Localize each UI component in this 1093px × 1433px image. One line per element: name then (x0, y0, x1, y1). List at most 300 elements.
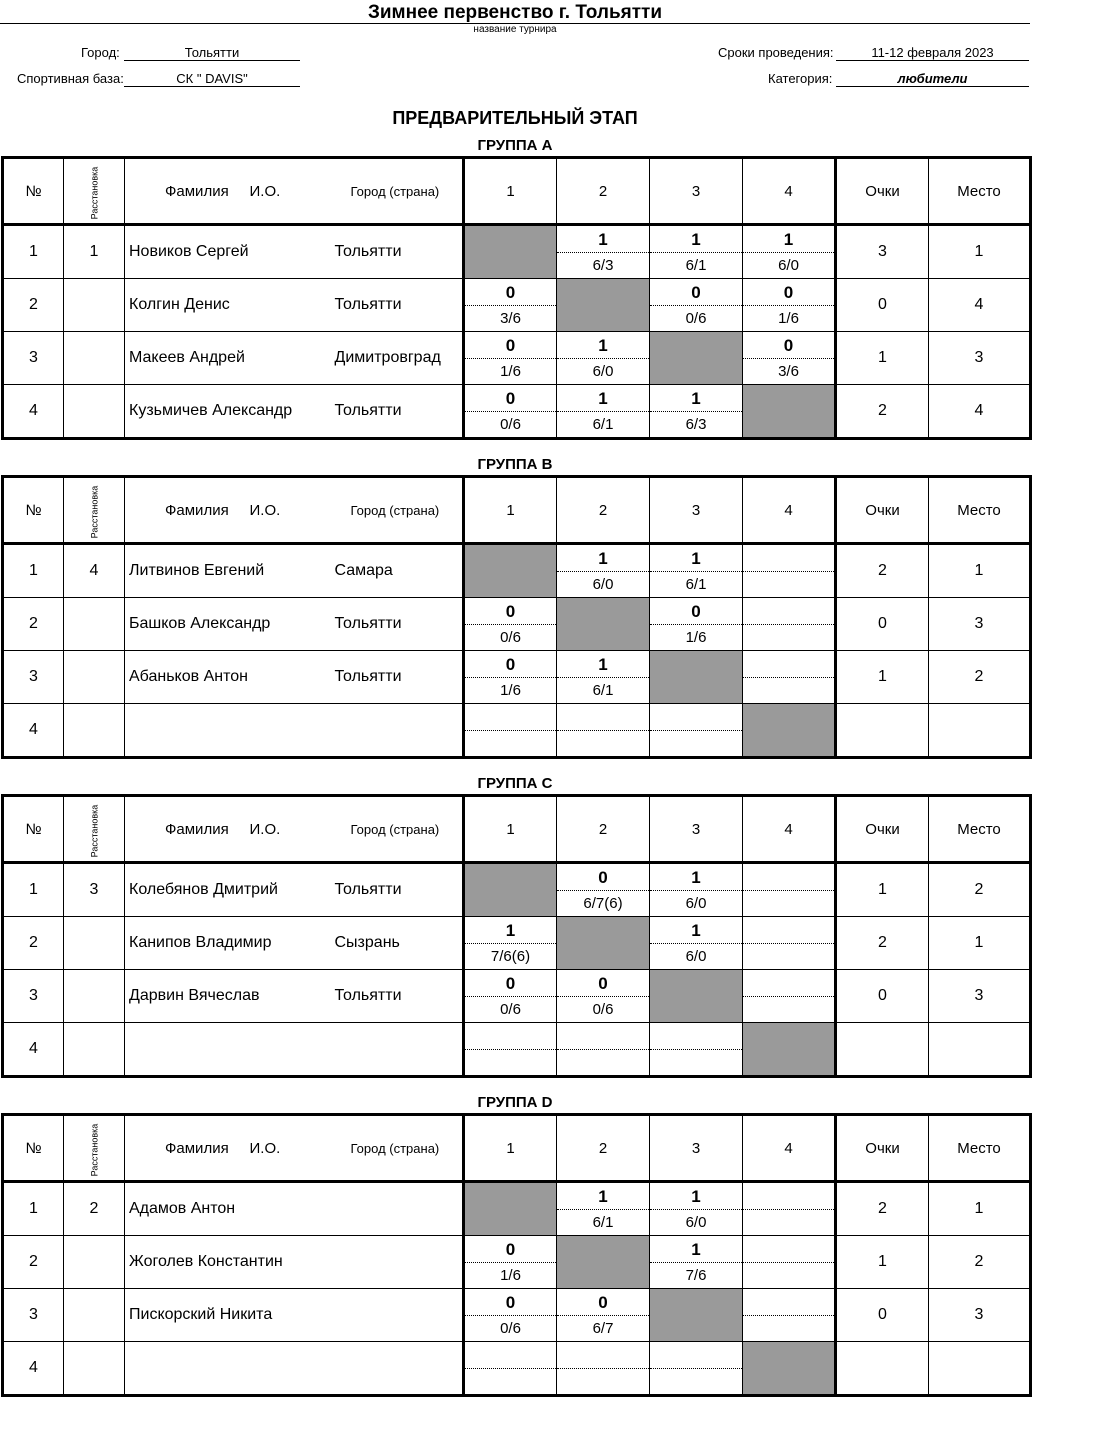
col-header-city: Город (страна) (331, 1115, 464, 1182)
match-win-flag: 0 (465, 651, 556, 678)
match-win-flag: 1 (557, 332, 649, 359)
group-table (1, 475, 1032, 759)
match-score: 0/6 (500, 416, 521, 433)
self-match-cell (464, 863, 557, 917)
player-name: Башков Александр (125, 598, 331, 651)
row-seed (64, 332, 125, 385)
player-points: 0 (836, 970, 929, 1023)
self-match-cell (557, 1236, 650, 1289)
row-seed (64, 1023, 125, 1077)
group-table (1, 156, 1032, 440)
player-points: 0 (836, 598, 929, 651)
table-row (3, 332, 1031, 385)
match-score (557, 731, 649, 756)
match-result-cell (557, 1342, 650, 1396)
group-table (1, 1113, 1032, 1397)
table-row (3, 917, 1031, 970)
match-result-cell (464, 917, 557, 970)
match-win-flag (743, 1236, 834, 1263)
match-win-flag (650, 1342, 742, 1369)
row-number: 4 (3, 1342, 64, 1396)
match-result-cell (557, 970, 650, 1023)
player-name: Новиков Сергей (125, 225, 331, 279)
tournament-title: Зимнее первенство г. Тольятти (367, 2, 663, 23)
col-header-opponent-2: 2 (557, 158, 650, 225)
match-win-flag (743, 864, 834, 891)
match-win-flag: 1 (650, 1183, 742, 1210)
col-header-points: Очки (836, 158, 929, 225)
match-result-cell (650, 1182, 743, 1236)
player-name: Колгин Денис (125, 279, 331, 332)
player-points: 3 (836, 225, 929, 279)
match-result-cell (743, 1236, 836, 1289)
match-win-flag: 1 (557, 651, 649, 678)
match-result-cell (557, 704, 650, 758)
match-result-cell (557, 225, 650, 279)
player-points: 2 (836, 544, 929, 598)
match-win-flag (743, 651, 834, 678)
group-table (1, 794, 1032, 1078)
match-score: 0/6 (500, 629, 521, 646)
match-win-flag: 0 (557, 970, 649, 997)
table-row (3, 225, 1031, 279)
row-seed: 4 (64, 544, 125, 598)
row-seed (64, 1236, 125, 1289)
dates-label: Сроки проведения: (718, 45, 834, 60)
match-win-flag: 1 (650, 385, 742, 412)
match-result-cell (464, 1236, 557, 1289)
match-score (465, 1369, 556, 1394)
col-header-seed (64, 1115, 125, 1182)
row-number: 4 (3, 385, 64, 439)
row-number: 2 (3, 917, 64, 970)
col-header-opponent-4: 4 (743, 796, 836, 863)
row-number: 2 (3, 279, 64, 332)
col-header-opponent-2: 2 (557, 796, 650, 863)
player-place: 4 (929, 385, 1031, 439)
match-result-cell (464, 332, 557, 385)
player-city: Тольятти (331, 598, 464, 651)
col-header-points: Очки (836, 477, 929, 544)
match-score: 6/0 (592, 576, 614, 593)
player-city: Димитровград (331, 332, 464, 385)
player-points: 2 (836, 1182, 929, 1236)
base-value: СК " DAVIS" (124, 71, 300, 87)
self-match-cell (743, 385, 836, 439)
row-number: 4 (3, 704, 64, 758)
player-place: 3 (929, 598, 1031, 651)
col-header-city: Город (страна) (331, 158, 464, 225)
row-seed (64, 1289, 125, 1342)
tournament-subtitle: название турнира (473, 24, 557, 35)
col-header-opponent-3: 3 (650, 1115, 743, 1182)
match-result-cell (464, 1342, 557, 1396)
col-header-name: Фамилия И.О. (125, 158, 331, 225)
col-header-num: № (3, 796, 64, 863)
row-seed (64, 651, 125, 704)
player-place: 2 (929, 651, 1031, 704)
player-city: Тольятти (331, 651, 464, 704)
match-score: 1/6 (500, 1267, 521, 1284)
col-header-place: Место (929, 796, 1031, 863)
match-win-flag (743, 917, 834, 944)
col-header-opponent-3: 3 (650, 796, 743, 863)
col-header-name: Фамилия И.О. (125, 477, 331, 544)
player-city (331, 704, 464, 758)
match-score: 0/6 (500, 1001, 521, 1018)
player-place: 3 (929, 970, 1031, 1023)
match-score (743, 1316, 834, 1341)
row-number: 1 (3, 1182, 64, 1236)
match-result-cell (650, 385, 743, 439)
self-match-cell (464, 225, 557, 279)
match-score: 6/1 (592, 1214, 614, 1231)
row-seed: 1 (64, 225, 125, 279)
player-points: 0 (836, 279, 929, 332)
self-match-cell (743, 1342, 836, 1396)
player-city (331, 1342, 464, 1396)
group-title: ГРУППА А (477, 137, 553, 154)
match-result-cell (743, 970, 836, 1023)
player-city: Тольятти (331, 279, 464, 332)
col-header-seed (64, 477, 125, 544)
match-result-cell (650, 704, 743, 758)
match-win-flag: 0 (465, 279, 556, 306)
match-win-flag: 1 (650, 864, 742, 891)
match-result-cell (650, 1342, 743, 1396)
row-seed (64, 598, 125, 651)
player-place: 2 (929, 863, 1031, 917)
match-score (743, 997, 834, 1022)
match-score: 6/1 (592, 416, 614, 433)
player-points: 0 (836, 1289, 929, 1342)
row-number: 1 (3, 544, 64, 598)
table-row (3, 704, 1031, 758)
match-score (743, 1210, 834, 1235)
player-name (125, 1023, 331, 1077)
match-result-cell (464, 385, 557, 439)
category-label: Категория: (768, 71, 833, 86)
match-win-flag (465, 1023, 556, 1050)
player-place: 4 (929, 279, 1031, 332)
col-header-opponent-1: 1 (464, 1115, 557, 1182)
player-place (929, 704, 1031, 758)
player-place: 1 (929, 225, 1031, 279)
match-result-cell (650, 598, 743, 651)
self-match-cell (650, 651, 743, 704)
table-row (3, 970, 1031, 1023)
match-result-cell (650, 1023, 743, 1077)
col-header-seed-label: Расстановка (88, 166, 99, 219)
match-score (557, 1369, 649, 1394)
match-score (743, 625, 834, 650)
table-row (3, 651, 1031, 704)
table-row (3, 544, 1031, 598)
match-win-flag: 1 (650, 545, 742, 572)
match-result-cell (743, 651, 836, 704)
player-city: Тольятти (331, 385, 464, 439)
player-name: Адамов Антон (125, 1182, 331, 1236)
match-win-flag: 0 (650, 598, 742, 625)
match-result-cell (557, 332, 650, 385)
match-win-flag: 0 (557, 1289, 649, 1316)
match-score: 6/0 (592, 363, 614, 380)
match-score (743, 678, 834, 703)
match-result-cell (650, 279, 743, 332)
match-win-flag (743, 598, 834, 625)
col-header-num: № (3, 1115, 64, 1182)
row-number: 1 (3, 863, 64, 917)
col-header-name: Фамилия И.О. (125, 796, 331, 863)
player-name: Колебянов Дмитрий (125, 863, 331, 917)
player-name: Канипов Владимир (125, 917, 331, 970)
col-header-num: № (3, 477, 64, 544)
match-score (465, 1050, 556, 1075)
match-result-cell (464, 598, 557, 651)
match-win-flag (557, 704, 649, 731)
match-win-flag (743, 545, 834, 572)
row-number: 4 (3, 1023, 64, 1077)
match-score: 6/3 (685, 416, 707, 433)
player-name: Макеев Андрей (125, 332, 331, 385)
base-label: Спортивная база: (17, 71, 124, 86)
match-result-cell (650, 917, 743, 970)
match-score: 7/6(6) (490, 948, 531, 965)
player-city (331, 1236, 464, 1289)
self-match-cell (650, 332, 743, 385)
match-result-cell (743, 863, 836, 917)
self-match-cell (743, 704, 836, 758)
player-points: 1 (836, 332, 929, 385)
col-header-seed (64, 158, 125, 225)
match-win-flag: 1 (650, 226, 742, 253)
player-name: Дарвин Вячеслав (125, 970, 331, 1023)
match-win-flag: 1 (557, 1183, 649, 1210)
player-city (331, 1289, 464, 1342)
self-match-cell (464, 1182, 557, 1236)
match-win-flag: 1 (465, 917, 556, 944)
match-win-flag: 1 (650, 1236, 742, 1263)
match-score (650, 1369, 742, 1394)
player-points (836, 1342, 929, 1396)
row-number: 3 (3, 1289, 64, 1342)
match-score: 3/6 (778, 363, 799, 380)
col-header-seed-label: Расстановка (88, 1123, 99, 1176)
row-seed: 3 (64, 863, 125, 917)
match-result-cell (650, 544, 743, 598)
match-win-flag: 1 (557, 226, 649, 253)
match-score: 1/6 (500, 363, 521, 380)
self-match-cell (650, 970, 743, 1023)
player-name: Кузьмичев Александр (125, 385, 331, 439)
table-row (3, 1023, 1031, 1077)
city-value: Тольятти (124, 45, 300, 61)
table-row (3, 279, 1031, 332)
match-win-flag (557, 1023, 649, 1050)
match-win-flag (650, 704, 742, 731)
col-header-opponent-1: 1 (464, 477, 557, 544)
dates-value: 11-12 февраля 2023 (836, 45, 1029, 61)
match-win-flag: 0 (743, 332, 834, 359)
col-header-name: Фамилия И.О. (125, 1115, 331, 1182)
row-number: 1 (3, 225, 64, 279)
match-win-flag: 0 (465, 332, 556, 359)
player-city: Тольятти (331, 225, 464, 279)
player-place: 3 (929, 1289, 1031, 1342)
match-win-flag: 0 (557, 864, 649, 891)
match-score: 6/1 (592, 682, 614, 699)
match-score: 6/0 (778, 257, 799, 274)
row-seed (64, 279, 125, 332)
table-row (3, 863, 1031, 917)
match-win-flag (743, 1183, 834, 1210)
match-score: 6/0 (685, 1214, 707, 1231)
match-result-cell (464, 279, 557, 332)
match-score: 1/6 (685, 629, 707, 646)
player-name: Жоголев Константин (125, 1236, 331, 1289)
match-score (743, 1263, 834, 1288)
col-header-points: Очки (836, 796, 929, 863)
match-result-cell (557, 544, 650, 598)
match-result-cell (743, 332, 836, 385)
player-place (929, 1342, 1031, 1396)
match-result-cell (743, 279, 836, 332)
player-points: 2 (836, 385, 929, 439)
match-result-cell (557, 1182, 650, 1236)
player-place: 3 (929, 332, 1031, 385)
match-result-cell (557, 863, 650, 917)
match-score: 6/1 (685, 257, 707, 274)
match-score (650, 1050, 742, 1075)
group-title: ГРУППА В (477, 456, 553, 473)
table-row (3, 1182, 1031, 1236)
match-score: 0/6 (592, 1001, 614, 1018)
player-points: 1 (836, 651, 929, 704)
player-name: Пискорский Никита (125, 1289, 331, 1342)
match-score (557, 1050, 649, 1075)
match-result-cell (557, 1289, 650, 1342)
match-result-cell (743, 225, 836, 279)
match-win-flag: 0 (465, 598, 556, 625)
table-row (3, 385, 1031, 439)
match-score: 6/7(6) (583, 895, 623, 912)
match-score (650, 731, 742, 756)
match-score: 3/6 (500, 310, 521, 327)
row-number: 2 (3, 598, 64, 651)
match-result-cell (743, 917, 836, 970)
row-seed (64, 917, 125, 970)
col-header-num: № (3, 158, 64, 225)
match-win-flag (743, 1289, 834, 1316)
row-seed (64, 385, 125, 439)
match-win-flag (650, 1023, 742, 1050)
table-row (3, 1342, 1031, 1396)
match-result-cell (743, 1289, 836, 1342)
col-header-opponent-2: 2 (557, 1115, 650, 1182)
match-score: 6/0 (685, 948, 707, 965)
row-seed: 2 (64, 1182, 125, 1236)
match-result-cell (464, 704, 557, 758)
match-result-cell (464, 970, 557, 1023)
match-score: 1/6 (778, 310, 799, 327)
match-win-flag (465, 1342, 556, 1369)
col-header-opponent-3: 3 (650, 477, 743, 544)
match-score: 6/7 (592, 1320, 614, 1337)
category-value: любители (836, 71, 1029, 87)
player-name (125, 704, 331, 758)
match-score: 6/3 (592, 257, 614, 274)
row-seed (64, 704, 125, 758)
match-score: 0/6 (685, 310, 707, 327)
match-win-flag: 1 (743, 226, 834, 253)
player-city: Тольятти (331, 970, 464, 1023)
player-points (836, 1023, 929, 1077)
row-number: 3 (3, 332, 64, 385)
match-score (743, 891, 834, 916)
group-title: ГРУППА С (477, 775, 553, 792)
match-win-flag (557, 1342, 649, 1369)
col-header-city: Город (страна) (331, 477, 464, 544)
match-result-cell (743, 544, 836, 598)
col-header-seed (64, 796, 125, 863)
match-score: 6/0 (685, 895, 707, 912)
col-header-city: Город (страна) (331, 796, 464, 863)
match-win-flag: 1 (557, 545, 649, 572)
match-result-cell (464, 1023, 557, 1077)
match-score: 1/6 (500, 682, 521, 699)
self-match-cell (743, 1023, 836, 1077)
col-header-opponent-4: 4 (743, 477, 836, 544)
table-row (3, 1236, 1031, 1289)
match-win-flag: 0 (465, 1289, 556, 1316)
match-score: 7/6 (685, 1267, 707, 1284)
row-seed (64, 970, 125, 1023)
match-result-cell (557, 651, 650, 704)
player-name (125, 1342, 331, 1396)
self-match-cell (557, 598, 650, 651)
match-win-flag: 0 (465, 385, 556, 412)
row-number: 3 (3, 651, 64, 704)
match-result-cell (743, 1182, 836, 1236)
col-header-seed-label: Расстановка (88, 804, 99, 857)
table-row (3, 1289, 1031, 1342)
match-result-cell (650, 863, 743, 917)
col-header-opponent-1: 1 (464, 796, 557, 863)
player-place: 1 (929, 917, 1031, 970)
self-match-cell (650, 1289, 743, 1342)
row-number: 2 (3, 1236, 64, 1289)
player-place: 1 (929, 544, 1031, 598)
match-win-flag: 0 (465, 1236, 556, 1263)
match-result-cell (650, 1236, 743, 1289)
player-city (331, 1182, 464, 1236)
player-place: 1 (929, 1182, 1031, 1236)
match-result-cell (557, 1023, 650, 1077)
col-header-place: Место (929, 477, 1031, 544)
match-score (743, 572, 834, 597)
player-points: 1 (836, 1236, 929, 1289)
match-result-cell (743, 598, 836, 651)
col-header-points: Очки (836, 1115, 929, 1182)
match-result-cell (464, 651, 557, 704)
col-header-opponent-3: 3 (650, 158, 743, 225)
match-win-flag: 1 (650, 917, 742, 944)
stage-title: ПРЕДВАРИТЕЛЬНЫЙ ЭТАП (392, 108, 638, 128)
player-city: Самара (331, 544, 464, 598)
match-result-cell (557, 385, 650, 439)
match-win-flag (465, 704, 556, 731)
row-number: 3 (3, 970, 64, 1023)
